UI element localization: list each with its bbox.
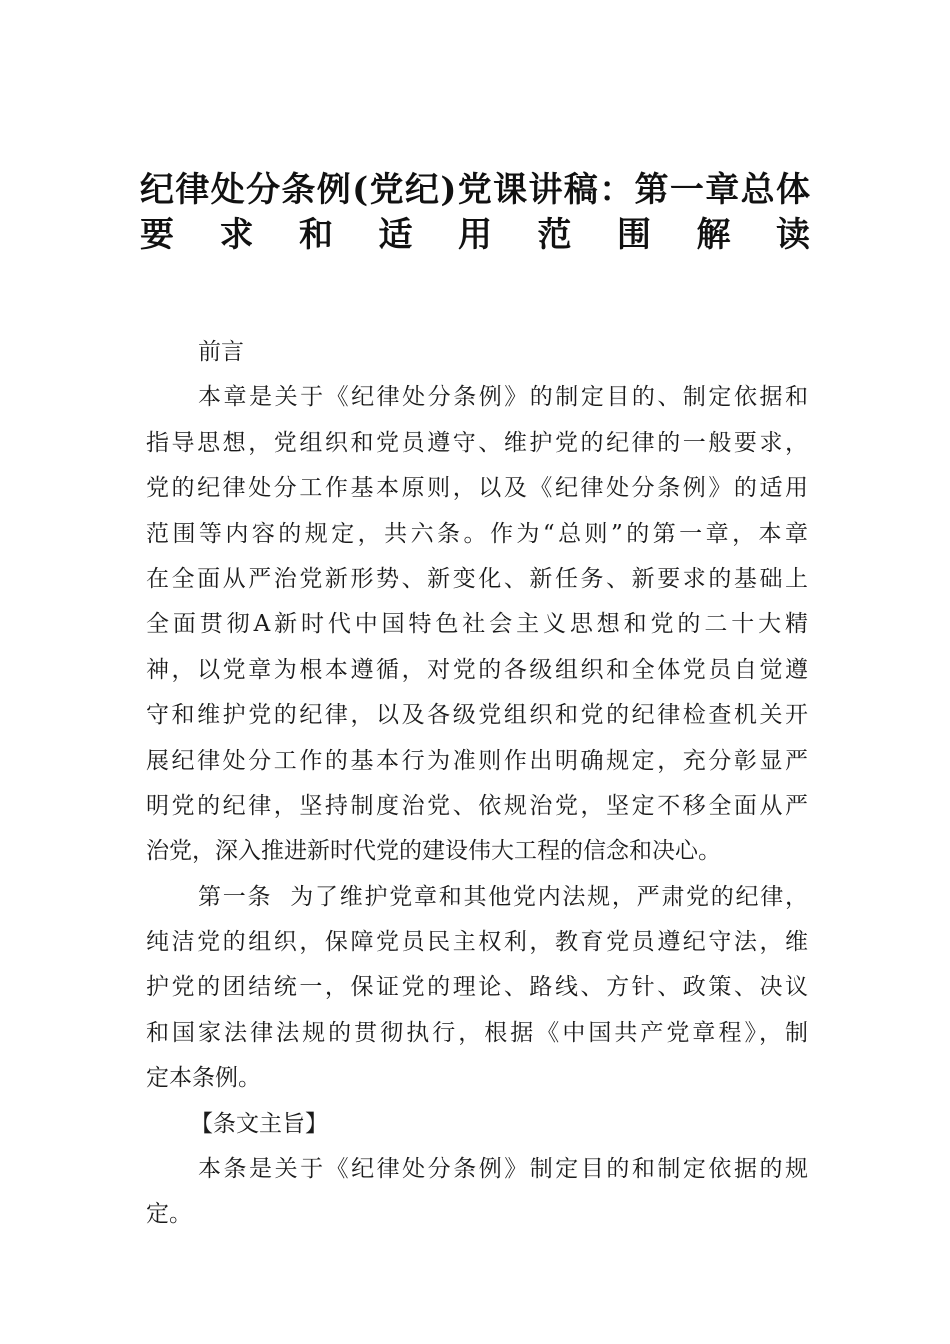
paragraph-preface-heading	[146, 330, 808, 375]
text-line: 前言	[198, 339, 244, 365]
text-line: 本条是关于《纪律处分条例》制定目的和制定依据的规	[198, 1156, 808, 1183]
text-line: 定。	[146, 1201, 192, 1228]
text-line: 全面贯彻A新时代中国特色社会主义思想和党的二十大精	[146, 611, 808, 638]
text-line: 展纪律处分工作的基本行为准则作出明确规定，充分彰显严	[146, 747, 808, 774]
paragraph-article-purpose	[146, 1147, 808, 1238]
paragraph-section-heading	[146, 1102, 808, 1147]
text-line: 党的纪律处分工作基本原则，以及《纪律处分条例》的适用	[146, 475, 808, 502]
text-line: 在全面从严治党新形势、新变化、新任务、新要求的基础上	[146, 565, 808, 592]
text-line: 纯洁党的组织，保障党员民主权利，教育党员遵纪守法，维	[146, 929, 808, 956]
text-line: 和国家法律法规的贯彻执行，根据《中国共产党章程》，制	[146, 1019, 808, 1046]
text-line: 【条文主旨】	[190, 1110, 328, 1137]
text-line: 本章是关于《纪律处分条例》的制定目的、制定依据和	[198, 384, 808, 411]
text-line: 明党的纪律，坚持制度治党、依规治党，坚定不移全面从严	[146, 792, 808, 819]
document-title	[140, 160, 810, 256]
document-body	[146, 330, 808, 1238]
text-line: 守和维护党的纪律，以及各级党组织和党的纪律检查机关开	[146, 702, 808, 729]
paragraph-article-one	[146, 875, 808, 1102]
text-line: 护党的团结统一，保证党的理论、路线、方针、政策、决议	[146, 974, 808, 1001]
text-line: 指导思想，党组织和党员遵守、维护党的纪律的一般要求，	[146, 429, 808, 456]
paragraph-chapter-intro	[146, 375, 808, 874]
text-line: 治党，深入推进新时代党的建设伟大工程的信念和决心。	[146, 838, 721, 865]
title-line: 纪律处分条例(党纪)党课讲稿：第一章总体	[140, 170, 810, 210]
text-line: 神，以党章为根本遵循，对党的各级组织和全体党员自觉遵	[146, 656, 808, 683]
title-line: 要求和适用范围解读	[140, 215, 810, 256]
text-line: 定本条例。	[146, 1065, 261, 1092]
text-line: 范围等内容的规定，共六条。作为“总则”的第一章，本章	[146, 520, 808, 547]
text-line: 第一条 为了维护党章和其他党内法规，严肃党的纪律，	[198, 883, 808, 910]
